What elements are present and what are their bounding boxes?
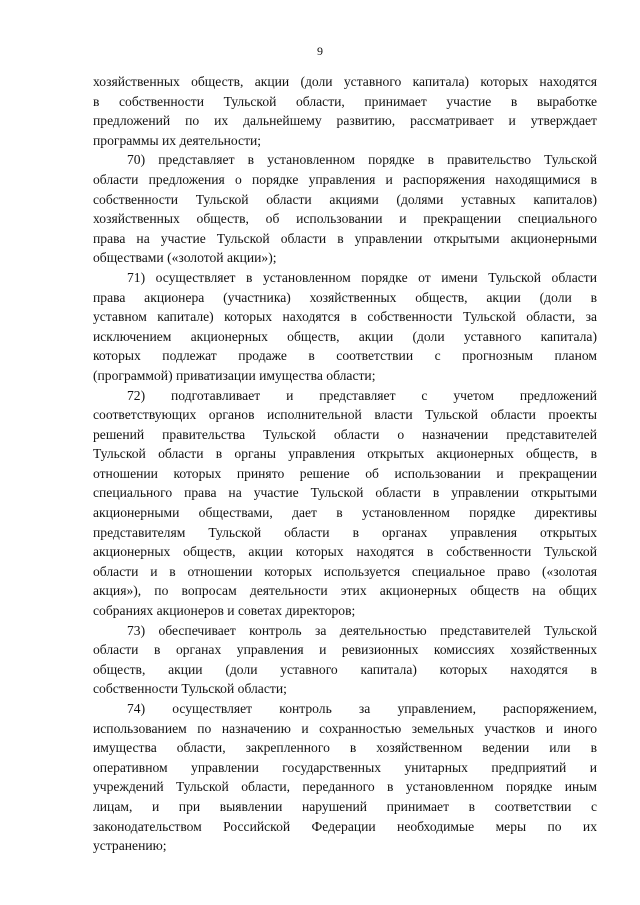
text-line: решений правительства Тульской области о назначении представителей	[93, 426, 597, 442]
text-line: обществами («золотой акции»);	[93, 250, 277, 266]
text-line: области предложения о порядке управления и распоряжения находящимися в	[93, 171, 597, 187]
text-line: лицам, и при выявлении нарушений принимает в соответствии с	[93, 798, 597, 814]
text-line: уставном капитале) которых находятся в собственности Тульской области, за	[93, 309, 597, 325]
text-line: отношении которых принято решение об использовании и прекращении	[93, 465, 597, 481]
text-line: имущества области, закрепленного в хозяйственном ведении или в	[93, 740, 597, 756]
text-line: специального права на участие Тульской области в управлении открытыми	[93, 485, 597, 501]
text-line: хозяйственных обществ, акции (доли уставного капитала) которых находятся	[93, 74, 597, 89]
text-line: собственности Тульской области акциями (долями уставных капиталов)	[93, 191, 597, 207]
text-line: которых подлежат продаже в соответствии с прогнозным планом	[93, 348, 597, 364]
text-line: акционерных обществ, акции которых находятся в собственности Тульской	[93, 544, 597, 560]
text-line: 74) осуществляет контроль за управлением, распоряжением,	[127, 701, 597, 716]
text-line: права акционера (участника) хозяйственных обществ, акции (доли в	[93, 289, 597, 305]
text-line: собственности Тульской области;	[93, 681, 287, 697]
text-line: собраниях акционеров и советах директоров;	[93, 603, 356, 619]
paragraph-continuation	[93, 72, 597, 150]
paragraph-item-73	[93, 621, 597, 699]
text-line: акционерными обществами, дает в установленном порядке директивы	[93, 505, 597, 521]
text-line: оперативном управлении государственных унитарных предприятий и	[93, 759, 597, 775]
text-line: программы их деятельности;	[93, 132, 262, 148]
text-line: (программой) приватизации имущества области;	[93, 367, 376, 383]
text-line: законодательством Российской Федерации необходимые меры по их	[93, 818, 597, 834]
text-line: 70) представляет в установленном порядке в правительство Тульской	[127, 152, 597, 168]
text-line: в собственности Тульской области, принимает участие в выработке	[93, 93, 597, 109]
text-line: учреждений Тульской области, переданного в установленном порядке иным	[93, 779, 597, 795]
text-line: исключением акционерных обществ, акции (доли уставного капитала)	[93, 328, 597, 344]
text-line: акция»), по вопросам деятельности этих акционерных обществ на общих	[93, 583, 597, 599]
document-body	[93, 72, 597, 856]
text-line: Тульской области в органы управления открытых акционерных обществ, в	[93, 446, 597, 462]
text-line: области в органах управления и ревизионных комиссиях хозяйственных	[93, 642, 597, 658]
text-line: 73) обеспечивает контроль за деятельностью представителей Тульской	[127, 622, 597, 638]
text-line: использованием по назначению и сохранностью земельных участков и иного	[93, 720, 597, 736]
text-line: права на участие Тульской области в управлении открытыми акционерными	[93, 230, 597, 246]
text-line: предложений по их дальнейшему развитию, рассматривает и утверждает	[93, 113, 597, 129]
text-line: хозяйственных обществ, об использовании и прекращении специального	[93, 211, 597, 227]
paragraph-item-70	[93, 150, 597, 268]
paragraph-item-74	[93, 699, 597, 856]
text-line: 72) подготавливает и представляет с учетом предложений	[127, 387, 597, 403]
text-line: устранению;	[93, 838, 167, 854]
paragraph-item-71	[93, 268, 597, 386]
text-line: соответствующих органов исполнительной власти Тульской области проекты	[93, 407, 597, 423]
paragraph-item-72	[93, 386, 597, 621]
text-line: 71) осуществляет в установленном порядке от имени Тульской области	[127, 269, 597, 285]
text-line: обществ, акции (доли уставного капитала) которых находятся в	[93, 661, 597, 677]
text-line: области и в отношении которых используется специальное право («золотая	[93, 563, 597, 579]
page-number: 9	[317, 44, 323, 58]
text-line: представителям Тульской области в органах управления открытых	[93, 524, 597, 540]
